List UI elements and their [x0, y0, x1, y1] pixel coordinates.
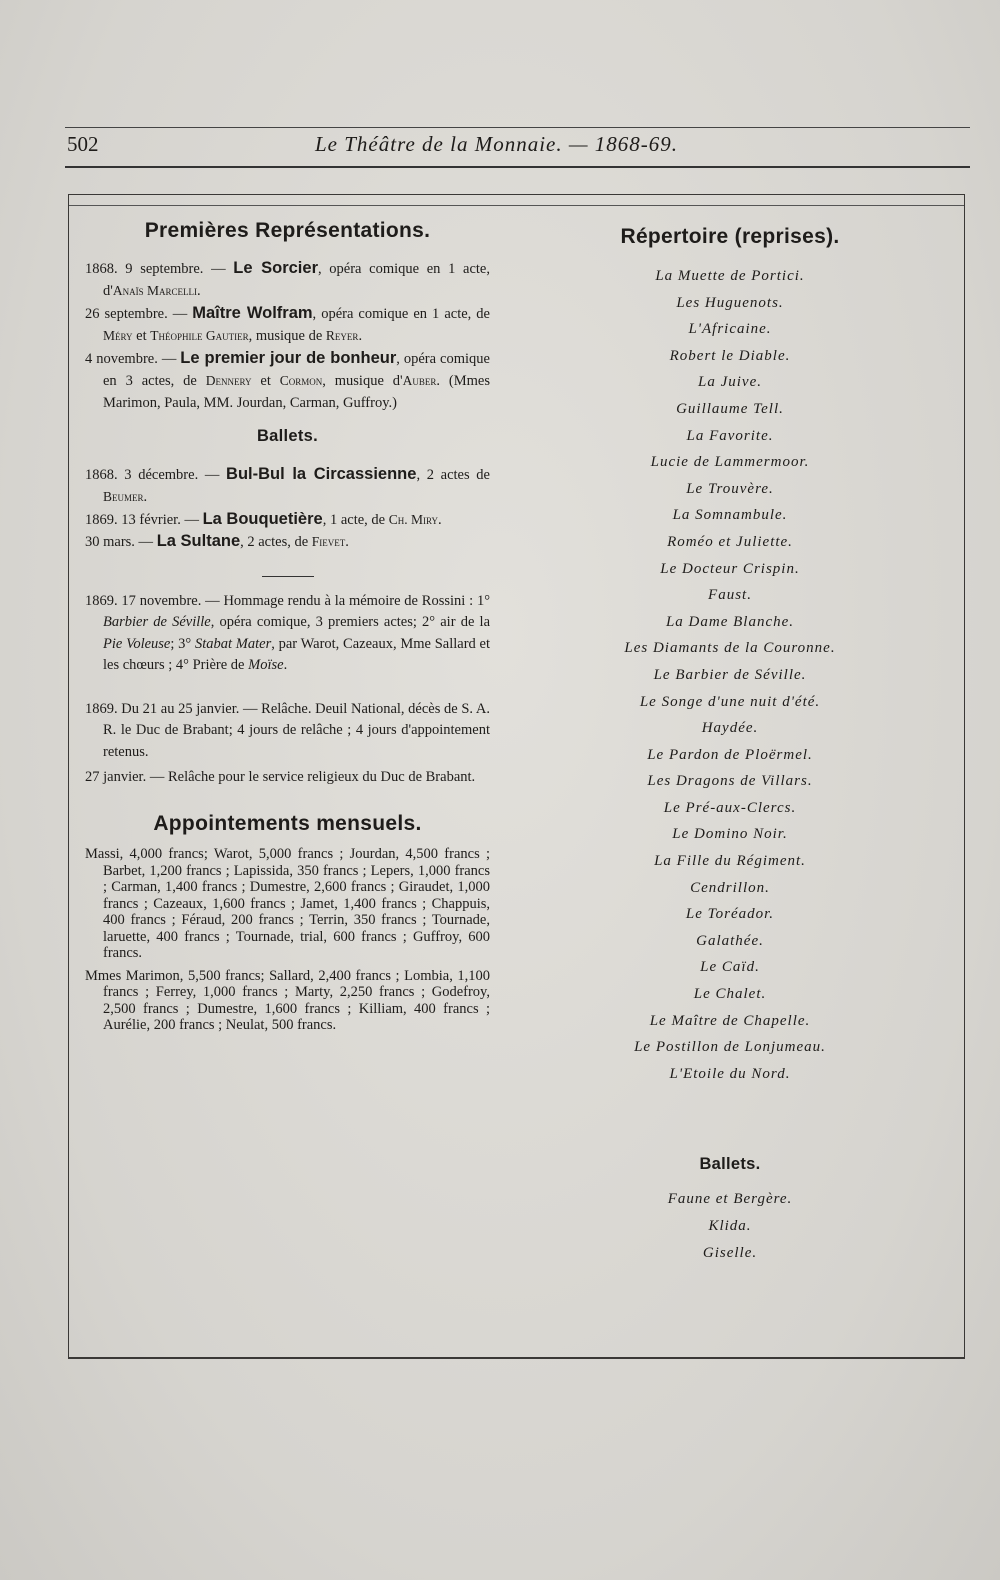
- running-title: Le Théâtre de la Monnaie. — 1868-69.: [315, 132, 679, 156]
- entry-author: Anaïs Marcelli: [112, 283, 197, 298]
- entry-text: , 2 actes, de: [240, 534, 312, 550]
- ballets-right-title: Ballets.: [699, 1155, 761, 1174]
- premiere-entry: [85, 348, 490, 415]
- ballets-right-list: [590, 1186, 870, 1266]
- entry-date: 1869. 13 février. —: [85, 511, 203, 528]
- relache-entry-2: 27 janvier. — Relâche pour le service religieux du Duc de Brabant.: [85, 769, 476, 785]
- repertoire-item: Le Postillon de Lonjumeau.: [634, 1039, 826, 1056]
- left-column: [85, 220, 490, 1040]
- hommage-work-3: Stabat Mater: [194, 635, 272, 652]
- entry-end: .: [358, 328, 363, 344]
- hommage-work-1: Barbier de Séville: [103, 614, 211, 630]
- hommage-text-2: , opéra comique, 3 premiers actes; 2° air de la: [210, 614, 491, 630]
- entry-text: , 2 actes de: [416, 466, 490, 483]
- entry-date: 4 novembre. —: [85, 350, 181, 367]
- entry-text: et: [251, 373, 280, 389]
- entry-author: Auber: [402, 373, 437, 388]
- repertoire-item: Les Dragons de Villars.: [647, 773, 813, 790]
- hommage-text-5: .: [283, 657, 288, 673]
- premieres-list: [85, 258, 490, 415]
- appointements-men: Massi, 4,000 francs; Warot, 5,000 francs ; Jourdan, 4,500 francs ; Barbet, 1,200 francs ; Lapissida, 350 francs ; Lepers, 1,000 francs ; Carman, 1,400 francs ; Dumestre, 2,600 francs ; Giraudet, 1,000 francs ; Cazeaux, 1,600 francs ; Jamet, 1,400 francs ; Chappuis, 400 francs ; Féraud, 200 francs ; Terrin, 350 francs ; Tournade, laruette, 400 francs ; Tournade, trial, 600 francs ; Guffroy, 600 francs.: [85, 846, 490, 961]
- repertoire-item: Le Chalet.: [693, 986, 767, 1003]
- repertoire-item: Le Barbier de Séville.: [653, 666, 807, 683]
- entry-author: Théophile Gautier: [150, 328, 249, 343]
- entry-text: , opéra comique en 1 acte, d': [103, 260, 490, 299]
- repertoire-item: Le Caïd.: [700, 959, 760, 976]
- ballet-entry: [85, 509, 490, 532]
- entry-text: , opéra comique en 1 acte, de: [312, 305, 490, 322]
- hommage-text-4: , par Warot, Cazeaux, Mme Sallard et les chœurs ; 4° Prière de: [103, 635, 490, 673]
- ballet-entry: [85, 531, 490, 554]
- entry-work-title: La Bouquetière: [202, 509, 323, 528]
- repertoire-item: Robert le Diable.: [669, 347, 791, 364]
- repertoire-item: La Fille du Régiment.: [654, 853, 806, 870]
- running-header: [65, 128, 970, 164]
- entry-end: .: [197, 283, 201, 299]
- entry-author: Cormon: [279, 373, 323, 388]
- page-number: 502: [67, 132, 99, 156]
- ballet-entry: [85, 464, 490, 509]
- hommage-text-1: 1869. 17 novembre. — Hommage rendu à la mémoire de Rossini : 1°: [85, 592, 490, 609]
- frame-inner-rule: [69, 205, 964, 206]
- ballets-left-list: [85, 464, 490, 554]
- repertoire-title: Répertoire (reprises).: [620, 225, 840, 248]
- premiere-entry: [85, 258, 490, 303]
- repertoire-item: Les Huguenots.: [676, 294, 784, 311]
- repertoire-item: Le Songe d'une nuit d'été.: [639, 693, 821, 710]
- relache-entry-1: 1869. Du 21 au 25 janvier. — Relâche. Deuil National, décès de S. A. R. le Duc de Brabant; 4 jours de relâche ; 4 jours d'appointement retenus.: [85, 700, 490, 760]
- repertoire-item: Le Pré-aux-Clercs.: [663, 799, 797, 816]
- hommage-entry: [85, 591, 490, 677]
- repertoire-item: Le Domino Noir.: [672, 826, 788, 843]
- repertoire-item: Le Toréador.: [685, 906, 775, 923]
- appointements-title: Appointements mensuels.: [153, 811, 422, 835]
- repertoire-item: Guillaume Tell.: [676, 400, 784, 417]
- entry-end: .: [438, 511, 442, 528]
- entry-date: 1868. 9 septembre. —: [85, 260, 234, 277]
- entry-end: .: [345, 534, 349, 550]
- repertoire-item: Cendrillon.: [690, 879, 770, 896]
- entry-work-title: Le premier jour de bonheur: [180, 348, 397, 367]
- repertoire-item: La Favorite.: [686, 427, 774, 444]
- entry-text: et: [132, 328, 151, 344]
- repertoire-item: Galathée.: [696, 932, 764, 949]
- entry-end: . (Mmes Marimon, Paula, MM. Jourdan, Carman, Guffroy.): [103, 373, 490, 411]
- entry-text: , musique d': [322, 373, 403, 389]
- entry-date: 30 mars. —: [85, 534, 157, 550]
- repertoire-item: La Dame Blanche.: [665, 613, 795, 630]
- premieres-title: Premières Représentations.: [144, 219, 431, 242]
- repertoire-item: Les Diamants de la Couronne.: [624, 640, 836, 657]
- repertoire-item: Le Maître de Chapelle.: [649, 1012, 811, 1029]
- entry-author: Méry: [103, 328, 133, 343]
- entry-text: , musique de: [248, 328, 326, 344]
- entry-author: Fievet: [311, 534, 346, 549]
- repertoire-item: Roméo et Juliette.: [667, 533, 793, 550]
- appointements-women: Mmes Marimon, 5,500 francs; Sallard, 2,400 francs ; Lombia, 1,100 francs ; Ferrey, 1,000 francs ; Marty, 2,250 francs ; Godefroy, 2,500 francs ; Dumestre, 1,600 francs ; Killiam, 400 francs ; Aurélie, 200 francs ; Neulat, 500 francs.: [85, 967, 490, 1033]
- repertoire-item: Le Docteur Crispin.: [660, 560, 800, 577]
- right-column: [590, 225, 870, 1266]
- entry-date: 26 septembre. —: [85, 305, 193, 322]
- entry-author: Reyer: [325, 328, 359, 343]
- repertoire-item: Haydée.: [701, 720, 759, 737]
- repertoire-item: Le Trouvère.: [686, 480, 774, 497]
- entry-text: , opéra comique en 3 actes, de: [103, 350, 490, 389]
- repertoire-item: La Juive.: [698, 374, 762, 391]
- ballet-item: Klida.: [708, 1218, 752, 1234]
- entry-work-title: Bul-Bul la Circassienne: [226, 464, 417, 483]
- repertoire-list: [590, 263, 870, 1087]
- repertoire-item: L'Africaine.: [688, 321, 772, 338]
- header-rule-bottom: [65, 166, 970, 168]
- hommage-work-2: Pie Voleuse: [103, 635, 171, 652]
- entry-work-title: La Sultane: [156, 532, 241, 550]
- repertoire-item: La Muette de Portici.: [655, 268, 805, 284]
- entry-end: .: [143, 489, 148, 505]
- section-separator: [262, 576, 314, 577]
- premiere-entry: [85, 303, 490, 348]
- entry-date: 1868. 3 décembre. —: [85, 466, 227, 483]
- ballet-item: Faune et Bergère.: [667, 1191, 793, 1208]
- entry-author: Beumer: [103, 489, 144, 504]
- repertoire-item: Lucie de Lammermoor.: [650, 454, 810, 471]
- ballets-left-title: Ballets.: [256, 427, 319, 445]
- hommage-work-4: Moïse: [248, 657, 284, 673]
- ballet-item: Giselle.: [702, 1244, 758, 1261]
- repertoire-item: Faust.: [708, 587, 752, 604]
- entry-author: Dennery: [205, 373, 252, 388]
- repertoire-item: L'Etoile du Nord.: [669, 1065, 791, 1082]
- repertoire-item: Le Pardon de Ploërmel.: [647, 746, 813, 763]
- entry-work-title: Le Sorcier: [233, 258, 318, 277]
- entry-work-title: Maître Wolfram: [192, 303, 313, 322]
- entry-text: , 1 acte, de: [322, 511, 389, 528]
- appointements-block: [85, 846, 490, 1034]
- hommage-text-3: ; 3°: [170, 635, 195, 652]
- entry-author: Ch. Miry: [388, 511, 438, 527]
- repertoire-item: La Somnambule.: [672, 507, 788, 524]
